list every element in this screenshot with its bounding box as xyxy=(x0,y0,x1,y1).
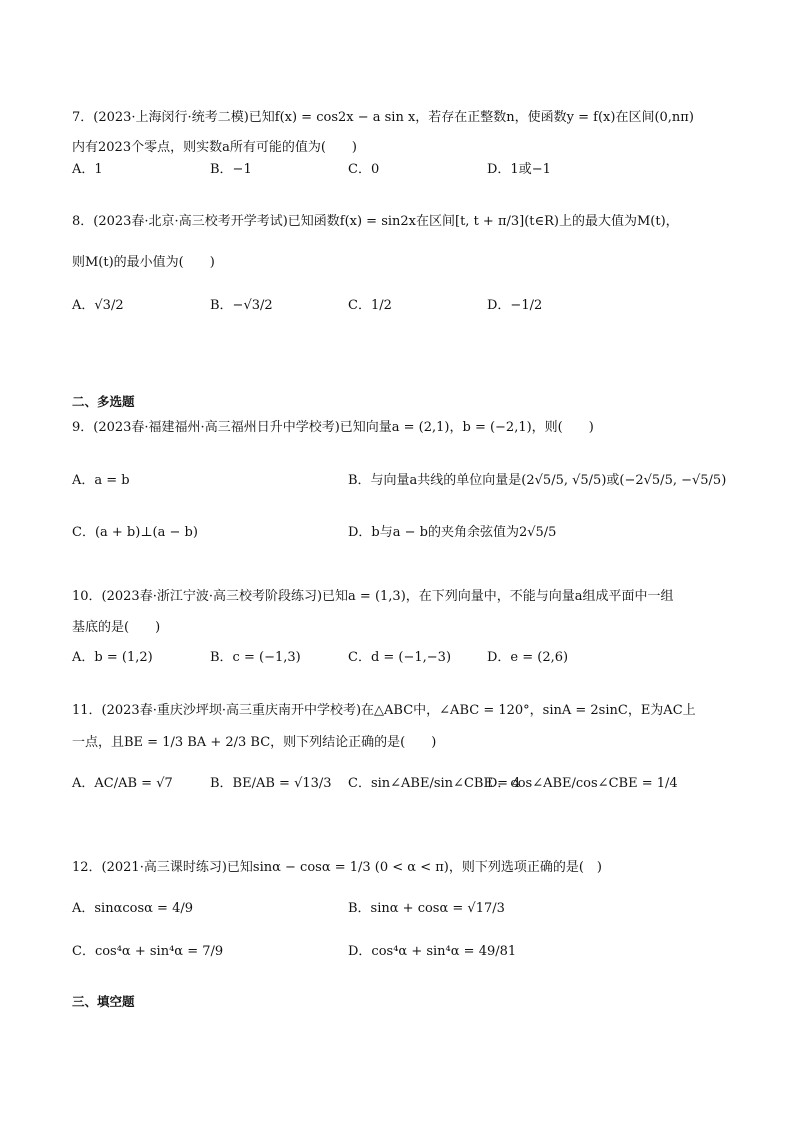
section-fill-in-heading: 三、填空题 xyxy=(72,994,135,1009)
q7-stem-line2: 内有2023个零点，则实数a所有可能的值为( ) xyxy=(72,140,357,155)
q11-stem-line1: 11．(2023春·重庆沙坪坝·高三重庆南开中学校考)在△ABC中，∠ABC = 120°，sinA = 2sinC，E为AC上 xyxy=(72,703,696,718)
q12-option-d: D．cos⁴α + sin⁴α = 49/81 xyxy=(348,944,517,959)
q11-option-b: B．BE/AB = √13/3 xyxy=(210,776,332,791)
q11-option-d: D．cos∠ABE/cos∠CBE = 1/4 xyxy=(487,776,678,791)
q9-option-a: A．a = b xyxy=(72,473,130,488)
q12-option-b: B．sinα + cosα = √17/3 xyxy=(348,901,505,916)
q10-option-c: C．d = (−1,−3) xyxy=(348,650,452,665)
q9-option-b: B．与向量a共线的单位向量是(2√5/5, √5/5)或(−2√5/5, −√5/5) xyxy=(348,473,727,488)
q7-option-d: D．1或−1 xyxy=(487,162,551,177)
q10-option-b: B．c = (−1,3) xyxy=(210,650,301,665)
q9-stem: 9．(2023春·福建福州·高三福州日升中学校考)已知向量a = (2,1)，b = (−2,1)，则( ) xyxy=(72,420,594,435)
q9-option-d: D．b与a − b的夹角余弦值为2√5/5 xyxy=(348,525,557,540)
q10-option-a: A．b = (1,2) xyxy=(72,650,153,665)
q11-option-c: C．sin∠ABE/sin∠CBE = 4 xyxy=(348,776,521,791)
q8-option-b: B．−√3/2 xyxy=(210,298,273,313)
q8-stem-line2: 则M(t)的最小值为( ) xyxy=(72,255,215,270)
q12-option-c: C．cos⁴α + sin⁴α = 7/9 xyxy=(72,944,224,959)
q12-stem: 12．(2021·高三课时练习)已知sinα − cosα = 1/3 (0 < α < π)，则下列选项正确的是( ) xyxy=(72,860,603,875)
q11-stem-line2: 一点，且BE = 1/3 BA + 2/3 BC，则下列结论正确的是( ) xyxy=(72,735,437,750)
q7-option-b: B．−1 xyxy=(210,162,252,177)
q10-stem-line2: 基底的是( ) xyxy=(72,620,161,635)
q7-option-c: C．0 xyxy=(348,162,380,177)
q10-option-d: D．e = (2,6) xyxy=(487,650,569,665)
q10-stem-line1: 10．(2023春·浙江宁波·高三校考阶段练习)已知a = (1,3)，在下列向量中，不能与向量a组成平面中一组 xyxy=(72,589,674,604)
q8-stem-line1: 8．(2023春·北京·高三校考开学考试)已知函数f(x) = sin2x在区间[t, t + π/3](t∈R)上的最大值为M(t)， xyxy=(72,214,679,229)
q7-option-a: A．1 xyxy=(72,162,103,177)
section-multiple-choice-heading: 二、多选题 xyxy=(72,394,135,409)
q8-option-a: A．√3/2 xyxy=(72,298,124,313)
q9-option-c: C．(a + b)⊥(a − b) xyxy=(72,525,198,540)
q11-option-a: A．AC/AB = √7 xyxy=(72,776,173,791)
q8-option-c: C．1/2 xyxy=(348,298,392,313)
q7-stem-line1: 7．(2023·上海闵行·统考二模)已知f(x) = cos2x − a sin x，若存在正整数n，使函数y = f(x)在区间(0,nπ) xyxy=(72,110,694,125)
q8-option-d: D．−1/2 xyxy=(487,298,543,313)
q12-option-a: A．sinαcosα = 4/9 xyxy=(72,901,194,916)
